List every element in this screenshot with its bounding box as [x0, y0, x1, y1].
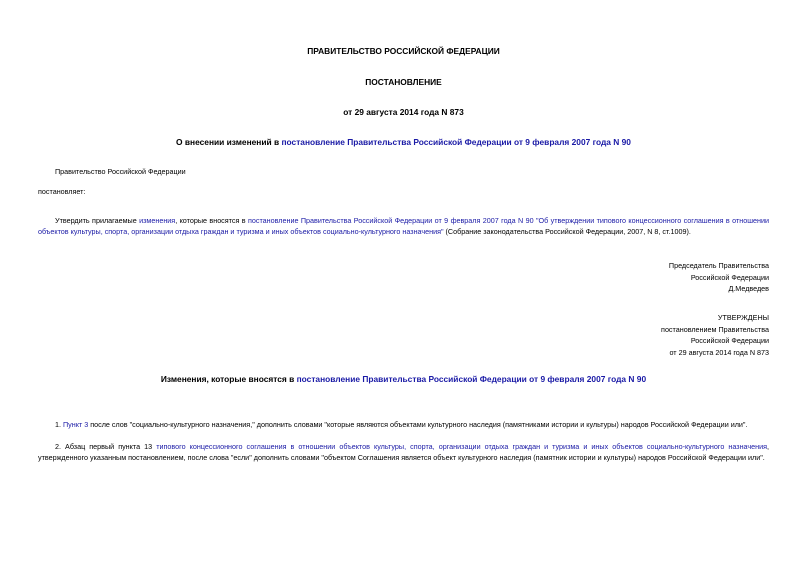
signature-block	[669, 260, 769, 295]
approved-block	[661, 312, 769, 358]
date-number-heading: от 29 августа 2014 года N 873	[343, 107, 464, 117]
approve-text-1: Утвердить прилагаемые	[55, 216, 140, 226]
signature-title: Председатель Правительства	[668, 261, 769, 270]
item-2-text-1: 2. Абзац первый пункта 13	[55, 442, 157, 452]
title-prefix: О внесении изменений в	[176, 137, 282, 147]
item-1-number: 1.	[55, 420, 63, 430]
item-1-paragraph	[38, 419, 769, 430]
signature-name: Д.Медведев	[728, 284, 769, 293]
approved-label: УТВЕРЖДЕНЫ	[717, 313, 769, 322]
changes-link[interactable]: изменения	[139, 216, 176, 226]
changes-heading-prefix: Изменения, которые вносятся в	[160, 374, 297, 384]
document-title	[0, 137, 807, 147]
resolution-90-link[interactable]: постановление Правительства Российской Федерации от 9 февраля 2007 года N 90 "Об утверждении типового концессионного соглашения в отношении объектов культуры, спорта, организации отдыха граждан и туризма и иных объектов социально-культурного назначения"	[38, 216, 769, 237]
doc-type-heading: ПОСТАНОВЛЕНИЕ	[365, 77, 442, 87]
approve-paragraph	[38, 215, 769, 237]
decrees-line: постановляет:	[38, 187, 86, 196]
approved-country: Российской Федерации	[690, 336, 769, 345]
item-1-text: после слов "социально-культурного назначения," дополнить словами "которые являются объектами культурного наследия (памятниками истории и культуры) народов Российской Федерации или".	[88, 420, 748, 430]
title-link-resolution-90[interactable]: постановление Правительства Российской Федерации от 9 февраля 2007 года N 90	[281, 137, 631, 147]
approved-date: от 29 августа 2014 года N 873	[669, 347, 769, 357]
government-line: Правительство Российской Федерации	[55, 167, 186, 176]
item-1-link-clause-3[interactable]: Пункт 3	[63, 420, 89, 430]
approved-by: постановлением Правительства	[661, 324, 769, 334]
changes-heading-link[interactable]: постановление Правительства Российской Федерации от 9 февраля 2007 года N 90	[296, 374, 647, 384]
approve-text-3: (Собрание законодательства Российской Федерации, 2007, N 8, ст.1009).	[443, 227, 691, 237]
item-2-text-2: , утвержденного указанным постановлением, после слова "если" дополнить словами "объектом Соглашения является объект культурного наследия (памятник истории и культуры) народов Российской Федерации или".	[38, 442, 769, 463]
org-heading: ПРАВИТЕЛЬСТВО РОССИЙСКОЙ ФЕДЕРАЦИИ	[307, 46, 500, 56]
approve-text-2: , которые вносятся в	[175, 216, 248, 226]
item-2-paragraph	[38, 441, 769, 463]
signature-country: Российской Федерации	[690, 272, 769, 282]
item-2-link-agreement[interactable]: типового концессионного соглашения в отношении объектов культуры, спорта, организации отдыха граждан и туризма и иных объектов социально-культурного назначения	[156, 442, 767, 452]
changes-heading	[0, 374, 807, 384]
